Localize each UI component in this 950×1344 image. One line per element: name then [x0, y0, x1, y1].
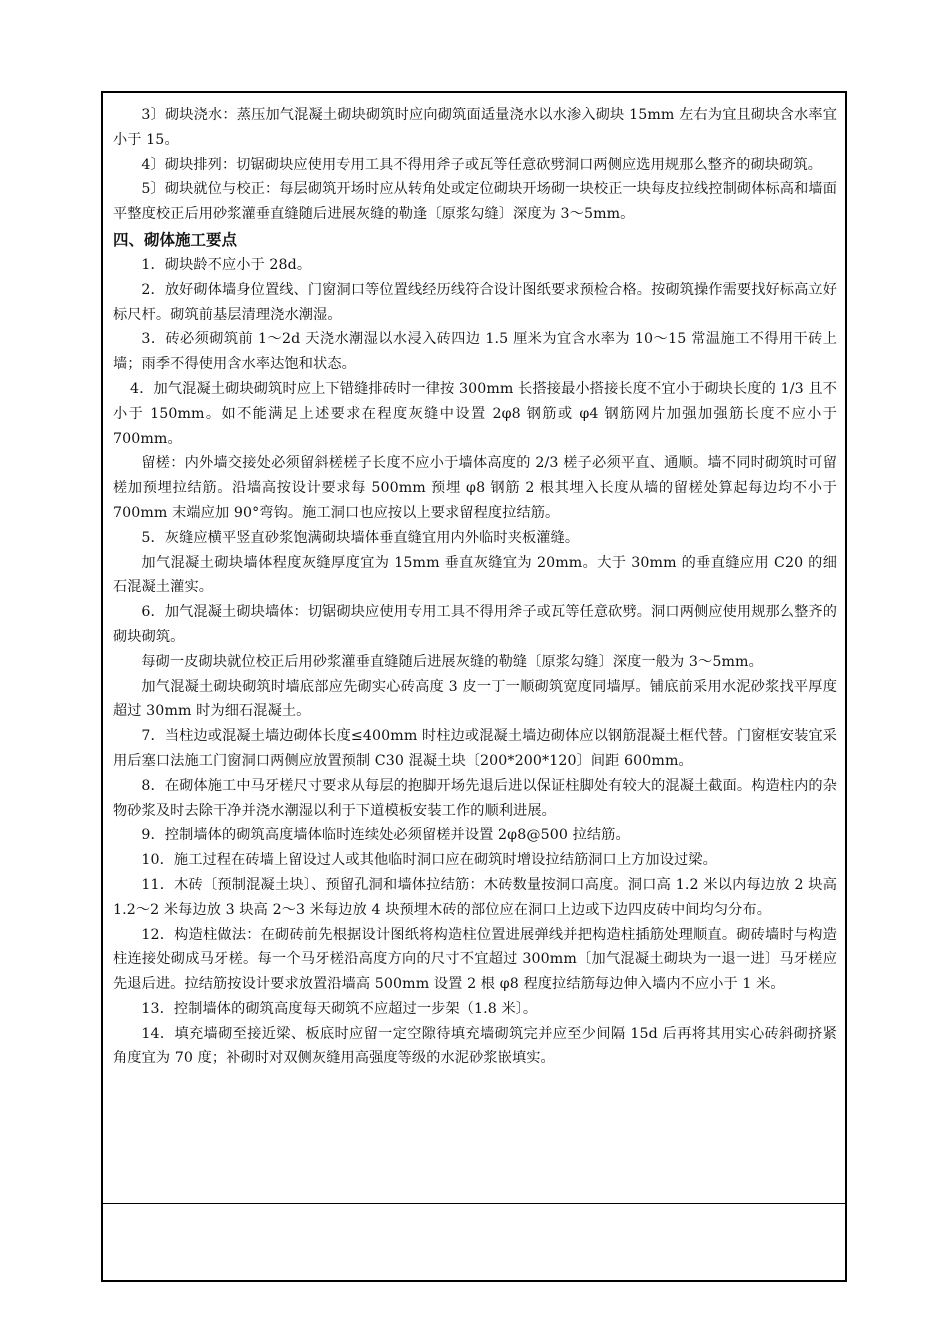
paragraph: 5．灰缝应横平竖直砂浆饱满砌块墙体垂直缝宜用内外临时夹板灌缝。 — [141, 529, 580, 546]
paragraph: 加气混凝土砌块墙体程度灰缝厚度宜为 15mm 垂直灰缝宜为 20mm。大于 30mm 的垂直缝应用 C20 的细石混凝土灌实。 — [113, 554, 837, 596]
paragraph: 13．控制墙体的砌筑高度每天砌筑不应超过一步架（1.8 米〕。 — [141, 1000, 538, 1017]
paragraph: 14．填充墙砌至接近梁、板底时应留一定空隙待填充墙砌筑完并应至少间隔 15d 后再将其用实心砖斜砌挤紧角度宜为 70 度；补砌时对双侧灰缝用高强度等级的水泥砂浆嵌填实。 — [113, 1025, 837, 1067]
paragraph: 12．构造柱做法：在砌砖前先根据设计图纸将构造柱位置进展弹线并把构造柱插筋处理顺直。砌砖墙时与构造柱连接处砌成马牙槎。每一个马牙槎沿高度方向的尺寸不宜超过 300mm〔加气混凝土砌块为一退一进〕马牙槎应先退后进。拉结筋按设计要求放置沿墙高 500mm 设置 2 根 φ8 程度拉结筋每边伸入墙内不应小于 1 米。 — [113, 926, 837, 993]
paragraph: 3〕砌块浇水：蒸压加气混凝土砌块砌筑时应向砌筑面适量浇水以水渗入砌块 15mm 左右为宜且砌块含水率宜小于 15。 — [113, 107, 837, 148]
paragraph: 4．加气混凝土砌块砌筑时应上下错缝排砖时一律按 300mm 长搭接最小搭接长度不宜小于砌块长度的 1/3 且不小于 150mm。如不能满足上述要求在程度灰缝中设置 2φ8 钢筋或 φ4 钢筋网片加强加强筋长度不应小于 700mm。 — [113, 380, 837, 447]
paragraph: 9．控制墙体的砌筑高度墙体临时连续处必须留槎并设置 2φ8@500 拉结筋。 — [141, 827, 630, 844]
paragraph: 每砌一皮砌块就位校正后用砂浆灌垂直缝随后进展灰缝的勒缝〔原浆勾缝〕深度一般为 3～5mm。 — [141, 653, 763, 670]
section-heading: 四、砌体施工要点 — [113, 230, 238, 249]
paragraph: 2．放好砌体墙身位置线、门窗洞口等位置线经历线符合设计图纸要求预检合格。按砌筑操作需要找好标高立好标尺杆。砌筑前基层清理浇水潮湿。 — [113, 281, 837, 323]
document-body — [113, 103, 837, 1071]
paragraph: 留槎：内外墙交接处必须留斜槎槎子长度不应小于墙体高度的 2/3 槎子必须平直、通顺。墙不同时砌筑时可留槎加预埋拉结筋。沿墙高按设计要求每 500mm 预埋 φ8 钢筋 2 根其埋入长度从墙的留槎处算起每边均不小于 700mm 末端应加 90°弯钩。施工洞口也应按以上要求留程度拉结筋。 — [113, 455, 837, 521]
document-table-frame — [101, 91, 847, 1282]
paragraph: 8．在砌体施工中马牙槎尺寸要求从每层的抱脚开场先退后进以保证柱脚处有较大的混凝土截面。构造柱内的杂物砂浆及时去除干净并浇水潮湿以利于下道模板安装工作的顺利进展。 — [113, 777, 837, 819]
paragraph: 7．当柱边或混凝土墙边砌体长度≤400mm 时柱边或混凝土墙边砌体应以钢筋混凝土框代替。门窗框安装宜采用后塞口法施工门窗洞口两侧应放置预制 C30 混凝土块〔200*200*120〕间距 600mm。 — [113, 728, 837, 769]
paragraph: 10．施工过程在砖墙上留设过人或其他临时洞口应在砌筑时增设拉结筋洞口上方加设过梁。 — [141, 852, 717, 869]
paragraph: 5〕砌块就位与校正：每层砌筑开场时应从转角处或定位砌块开场砌一块校正一块每皮拉线控制砌体标高和墙面平整度校正后用砂浆灌垂直缝随后进展灰缝的勒逢〔原浆勾缝〕深度为 3～5mm。 — [113, 181, 837, 223]
paragraph: 4〕砌块排列：切锯砌块应使用专用工具不得用斧子或瓦等任意砍劈洞口两侧应选用规那么整齐的砌块砌筑。 — [141, 156, 823, 173]
paragraph: 加气混凝土砌块砌筑时墙底部应先砌实心砖高度 3 皮一丁一顺砌筑宽度同墙厚。铺底前采用水泥砂浆找平厚度超过 30mm 时为细石混凝土。 — [113, 678, 837, 720]
table-row-divider — [103, 1203, 845, 1204]
paragraph: 3．砖必须砌筑前 1～2d 天浇水潮湿以水浸入砖四边 1.5 厘米为宜含水率为 10～15 常温施工不得用干砖上墙；雨季不得使用含水率达饱和状态。 — [113, 331, 837, 373]
paragraph: 6．加气混凝土砌块墙体：切锯砌块应使用专用工具不得用斧子或瓦等任意砍劈。洞口两侧应使用规那么整齐的砌块砌筑。 — [113, 604, 837, 645]
paragraph: 1．砌块龄不应小于 28d。 — [141, 256, 312, 273]
paragraph: 11．木砖〔预制混凝土块〕、预留孔洞和墙体拉结筋：木砖数量按洞口高度。洞口高 1.2 米以内每边放 2 块高 1.2～2 米每边放 3 块高 2～3 米每边放 4 块预埋木砖的部位应在洞口上边或下边四皮砖中间均匀分布。 — [113, 876, 837, 918]
